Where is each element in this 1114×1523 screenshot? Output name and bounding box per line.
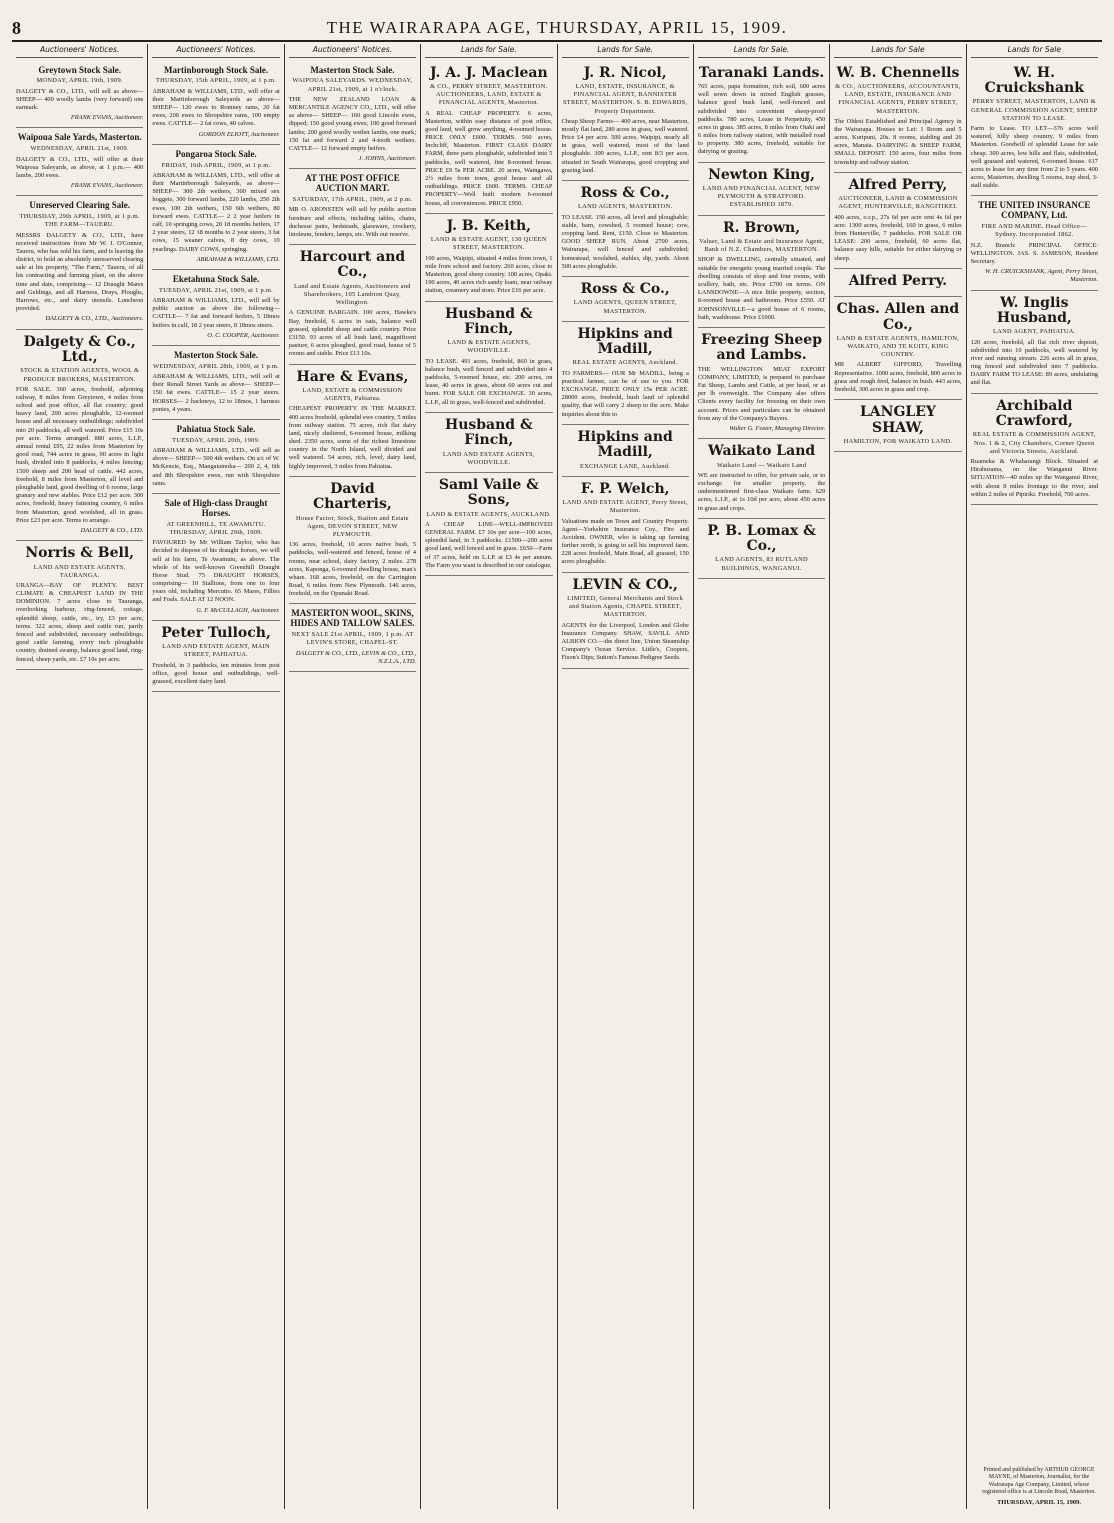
ad-title: Hipkins and Madill,	[577, 428, 673, 461]
advertisement	[698, 163, 825, 216]
column-5	[558, 44, 694, 1509]
ad-subtitle: Waikato Land — Waikato Land	[716, 461, 807, 469]
advertisement	[289, 61, 416, 170]
ad-subtitle: AUCTIONEER, LAND & COMMISSION AGENT, HUNTERVILLE, RANGITIKEI.	[838, 195, 958, 211]
ad-subtitle: REAL ESTATE & COMMISSION AGENT, Nos. 1 & 2, City Chambers, Corner Queen and Victoria Streets, Auckland.	[972, 431, 1096, 455]
ad-title: J. A. J. Maclean	[429, 64, 548, 81]
advertisement	[562, 477, 689, 573]
ad-subtitle: THURSDAY, 15th APRIL, 1909, at 1 p.m.	[155, 77, 277, 85]
ad-subtitle: AT GREENHILL, TE AWAMUTU. THURSDAY, APRIL 29th, 1909.	[166, 520, 266, 536]
ad-body: A REAL CHEAP PROPERTY. 6 acres, Masterton, within easy distance of post office, good land, well grow anything, 4-roomed house. PRICE ONLY £600. TERMS. 560 acres, Inchcliff, Masterton. FIRST CLASS DAIRY FARM, three parts ploughable, subdivided into 5 paddocks, well watered, fine 8-roomed house. PRICE £9 5s PER ACRE. 20 acres, Waingawa, 2½ miles from town, good house and all outbuildings. PRICE £600. TERMS. CHEAP PROPERTY—Well built modern 6-roomed house, all conveniences. PRICE £950.	[425, 109, 553, 207]
imprint	[980, 1467, 1098, 1507]
ad-subtitle: LAND & ESTATE AGENTS, WOODVILLE.	[447, 339, 531, 355]
column-6	[694, 44, 830, 1509]
ad-signature: DALGETY & CO., LTD.	[80, 526, 144, 534]
ad-signature: J. JOHNS, Auctioneer.	[358, 155, 417, 163]
ad-subtitle: LAND & ESTATE AGENT, 130 QUEEN STREET, MASTERTON.	[430, 236, 547, 252]
section-header: Auctioneers' Notices.	[152, 44, 279, 58]
columns-container	[12, 44, 1102, 1509]
ad-signature: ABRAHAM & WILLIAMS, LTD.	[196, 255, 280, 263]
ad-subtitle: TUESDAY, APRIL 21st, 1909, at 1 p.m.	[159, 286, 274, 294]
ad-subtitle: FRIDAY, 16th APRIL, 1909, at 1 p.m.	[161, 161, 271, 169]
ad-title: Peter Tulloch,	[161, 624, 271, 641]
advertisement	[425, 61, 552, 214]
ad-subtitle: LAND & ESTATE AGENTS, AUCKLAND.	[426, 510, 552, 518]
ad-body: A CHEAP LINE—WELL-IMPROVED GENERAL FARM. £7 10s per acre—100 acres, splendid land, in 3 paddocks. £1500—200 acres good land, well fenced and in grass. £650—Farm of 37 acres, held on L.I.P. at £3 4s per annum. The Farm you want is described in our catalogue.	[425, 520, 553, 569]
ad-body: Freehold, in 3 paddocks, ten minutes from post office, good house and outbuildings, well-grassed, excellent dairy land.	[152, 661, 280, 685]
advertisement	[971, 61, 1098, 197]
ad-title: Sale of High-class Draught Horses.	[164, 497, 268, 518]
section-header: Auctioneers' Notices.	[289, 44, 416, 58]
section-header: Lands for Sale.	[698, 44, 825, 58]
ad-subtitle: LAND AGENTS, MASTERTON.	[577, 203, 673, 211]
advertisement	[152, 346, 279, 420]
ad-body: TO FARMERS— OUR Mr MADILL, being a practical farmer, can be of use to you. FOR EXCHANGE. PRICE ONLY 15s PER ACRE. 28000 acres, freehold, bush land of splendid quality, that will carry 2 sheep to the acre. Make inquiries about this to	[561, 369, 689, 418]
ad-title: W. B. Chennells	[836, 64, 960, 81]
ad-subtitle: LAND, ESTATE & COMMISSION AGENTS, Pahiatua.	[302, 386, 403, 403]
ad-body: Farm to Lease. TO LET—376 acres well watered, hilly sheep country, 9 miles from Masterton. Goodwill of splendid Lease for sale cheap. 300 acres, low hills and flats, subdivided, well grassed and watered, 6-roomed house. 617 acres to lease for any time from 2 to 5 years. 400 acres, Masterton, dwelling 5 rooms, trap shed, 3-stall stable.	[970, 124, 1098, 190]
ad-subtitle: TUESDAY, APRIL 20th, 1909.	[172, 436, 260, 444]
ad-signature: DALGETY & CO., LTD., LEVIN & CO., LTD., N.Z.L.A., LTD.	[295, 649, 417, 665]
ad-subtitle: LAND AND ESTATE AGENT, Perry Street, Masterton.	[562, 499, 688, 515]
ad-subtitle: WAIPOUA SALEYARDS. WEDNESDAY, APRIL 21st, 1909, at 1 o'clock.	[292, 77, 413, 93]
ad-body: 120 acres, freehold, all flat rich river deposit, subdivided into 10 paddocks, well watered by river and running stream. 226 acres all in grass, ring fenced and subdivided into 7 paddocks. DAIRY FARM TO LEASE: 89 acres, undulating and flat.	[970, 338, 1098, 387]
ad-body: FOR SALE. 360 acres, freehold, adjoining railway, 8 miles from Greytown, 4 miles from school and post office, all flat country; good heavy land, 200 acres ploughable, 12-roomed house and all necessary outbuildings; subdivided into 20 paddocks, all well watered. Price £15 10s per acre. Terms arranged. 880 acres, L.I.P., annual rental £95, 22 miles from Masterton by good road, 744 acres in grass, 90 acres in light bush, divided into 8 paddocks, 4 miles fencing; 1500 sheep and 200 head of cattle. 442 acres, freehold, 8 miles from Masterton, all level and ploughable land, good dwelling of 6 rooms, large granary and new stables. Price £12 per acre. 300 acres, freehold, heavy fattening country, 6 miles from Masterton, good woolshed, all in grass. Price £23 per acre. Terms to arrange.	[16, 385, 144, 524]
advertisement	[16, 330, 143, 542]
advertisement	[16, 196, 143, 329]
ad-body: Cheap Sheep Farms— 400 acres, near Masterton, mostly flat land, 280 acres in grass, well watered. Price £4 per acre. 500 acres, Waipipi, nearly all in grass, well watered, most of the land ploughable. 300 acres, L.I.P., rent 8/3 per acre, situated in South Wairarapa, good cropping and grazing land.	[561, 117, 689, 174]
ad-body: ABRAHAM & WILLIAMS, LTD., will sell at their Renall Street Yards as above— SHEEP— 150 fat ewes. CATTLE— 15 2 year steers. HORSES— 2 hackneys, 12 to 18mos, 1 harness ponies, 4 years.	[152, 373, 280, 413]
ad-subtitle: & CO., AUCTIONEERS, ACCOUNTANTS, LAND, ESTATE, INSURANCE AND FINANCIAL AGENTS, PERRY STREET, MASTERTON.	[835, 82, 961, 115]
ad-subtitle: REAL ESTATE AGENTS, Auckland.	[572, 359, 678, 367]
advertisement	[425, 214, 552, 302]
ad-subtitle: LAND AGENTS, 83 RUTLAND BUILDINGS, WANGANUI.	[715, 556, 808, 572]
ad-title: MASTERTON WOOL, SKINS, HIDES AND TALLOW SALES.	[290, 608, 415, 629]
ad-body: FAVOURED by Mr William Taylor, who has decided to dispose of his draught horses, we will sell at his farm, Te Awamutu, as above. The whole of his well-known Greenhill Draught Horse Stud. 75 DRAUGHT HORSES, comprising— 10 Stallions, from one to four years old, including Mercutio. 65 Mares, Fillies and Foals. SALE AT 12 NOON.	[152, 539, 280, 604]
ad-body: Valuations made on Town and Country Property. Agent—Yorkshire Insurance Coy., Fire and Accident. OWNER, who is taking up farming further north, is going to sell his improved farm. 228 acres freehold, Main Road, all grassed, 150 acres ploughable.	[561, 517, 689, 566]
ad-title: Eketahuna Stock Sale.	[172, 273, 260, 284]
ad-subtitle: LAND AND ESTATE AGENTS, WOODVILLE.	[442, 450, 535, 466]
ad-title: Taranaki Lands.	[698, 64, 825, 81]
ad-body: TO LEASE. 150 acres, all level and ploughable; stable, barn, cowshed, 5 roomed house; cow, cropping land. Rent, £150. Close to Masterton. GOOD SHEEP RUN. About 2700 acres, Wairarapa, well fenced and subdivided; homestead, woolshed, stables, dip, yards. About 500 acres ploughable.	[561, 213, 689, 270]
ad-title: Greytown Stock Sale.	[38, 64, 121, 75]
advertisement	[562, 181, 689, 277]
advertisement	[698, 519, 825, 579]
ad-subtitle: House Factor, Stock, Station and Estate Agent, DEVON STREET, NEW PLYMOUTH.	[296, 514, 409, 538]
ad-subtitle: LAND AND ESTATE AGENT, MAIN STREET, PAHIATUA.	[162, 643, 270, 659]
advertisement	[152, 420, 279, 494]
advertisement	[698, 61, 825, 163]
ad-body: ABRAHAM & WILLIAMS, LTD., will offer at their Martinborough Saleyards, as above— SHEEP— 300 2th wethers, 300 mixed sex hoggets, 300 forward lambs, 220 lambs, 250 2th ewes, 100 2th wethers, 150 6th wethers, 80 forward ewes. CATTLE— 2 2 year heifers in calf, 10 springing cows, 20 18 months heifers, 17 2 year steers, 12 18 months to 2 year steers, 3 fat cows, 15 weaner calves, 8 dry cows, 10 yearlings. DAIRY COWS, springing.	[152, 171, 280, 253]
advertisement	[425, 473, 552, 576]
advertisement	[698, 439, 825, 519]
advertisement	[562, 61, 689, 181]
ad-title: Freezing Sheep and Lambs.	[701, 331, 822, 364]
section-header: Lands for Sale	[971, 44, 1098, 58]
advertisement	[971, 196, 1098, 290]
masthead	[12, 18, 1102, 42]
advertisement	[289, 604, 416, 672]
ad-signature: W. H. CRUICKSHANK, Agent, Perry Street, Masterton.	[984, 268, 1098, 284]
ad-title: David Charteris,	[313, 480, 392, 513]
ad-body: MR ALBERT GIFFORD, Travelling Representative. 1000 acres, freehold, 800 acres in grass and rough feed, balance in bush. 443 acres, freehold, 300 acres in grass and crop.	[834, 361, 962, 394]
ad-subtitle: LIMITED, General Merchants and Stock and Station Agents, CHAPEL STREET, MASTERTON.	[567, 595, 684, 619]
ad-signature: G. F. McCULLAGH, Auctioneer.	[196, 606, 280, 614]
ad-signature: FRANK EVANS, Auctioneer.	[70, 114, 144, 122]
ad-body: 400 acres, o.r.p., 27s 6d per acre rent 4s 6d per acre. 1300 acres, freehold, 160 in grass, 6 miles from Hunterville, 7 paddocks. FOR SALE OR LEASE: 200 acres, freehold, 60 acres flat, balance easy hills, suitable for either dairying or sheep.	[834, 213, 962, 262]
ad-title: Husband & Finch,	[444, 305, 533, 337]
ad-subtitle: LAND, ESTATE, INSURANCE, & FINANCIAL AGENT, BANNISTER STREET, MASTERTON. S. B. EDWARDS, Property Department.	[562, 82, 688, 115]
ad-subtitle: WEDNESDAY, APRIL 21st, 1909.	[30, 145, 129, 153]
advertisement	[289, 477, 416, 605]
advertisement	[289, 245, 416, 364]
advertisement	[425, 413, 552, 473]
ad-body: SHOP & DWELLING, centrally situated, and suitable for energetic young married couple. The dwelling consists of shop and four rooms, with scullery, bath, etc. Price £700 on terms. ON LANSDOWNE—A nice little property, section, 8-roomed house and bathroom. Price £550. AT JOHNSONVILLE—a good house of 6 rooms, bath, washhouse. Price £1000.	[697, 256, 826, 321]
ad-body: MESSRS DALGETY & CO., LTD., have received instructions from Mr W. J. O'Connor, Taueru, who has sold his farm, and is leaving the district, to hold an absolutely unreserved clearing sale at his property, "The Farm," Taueru, of all his contracting and farming plant, on the above time and date, comprising— 12 Draught Mares and Geldings, and all Harness, Drays, Ploughs, Harrows, etc., and dairy utensils. Luncheon provided.	[16, 231, 144, 313]
ad-subtitle: Land and Estate Agents, Auctioneers and Sharebrokers, 105 Lambton Quay, Wellington.	[294, 282, 411, 307]
ad-subtitle: LAND AGENTS, QUEEN STREET, MASTERTON.	[573, 299, 677, 315]
column-3	[285, 44, 421, 1509]
ad-subtitle: LAND AND ESTATE AGENTS, TAURANGA.	[33, 563, 126, 579]
ad-subtitle: SATURDAY, 17th APRIL, 1909, at 2 p.m.	[292, 196, 413, 204]
ad-body: ABRAHAM & WILLIAMS, LTD., will offer at their Martinborough Saleyards as above— SHEEP— 120 ewes to Romney rams, 20 fat ewes, 200 ewes to Shropshire rams, 100 empty ewes. CATTLE— 2 fat cows, 40 calves.	[152, 87, 280, 128]
ad-title: J. B. Keith,	[446, 217, 532, 234]
ad-body: WE are instructed to offer, for private sale, or to exchange for smaller property, the undermentioned first-class Waikato farm. 629 acres, L.I.P., at 1s 10d per acre, about 450 acres in grass and crops.	[697, 471, 826, 512]
ad-subtitle: & CO., PERRY STREET, MASTERTON. AUCTIONEERS, LAND, ESTATE & FINANCIAL AGENTS, Masterton.	[430, 82, 548, 107]
advertisement	[152, 621, 279, 692]
advertisement	[289, 169, 416, 245]
ad-body: THE WELLINGTON MEAT EXPORT COMPANY, LIMITED, is prepared to purchase Fat Sheep, Lambs and Cattle, at per head, or at per lb ownweight. The Company also offers Clients every facility for freezing on their own account. Prices and particulars can be obtained from any of the Company's Buyers.	[697, 365, 826, 422]
ad-signature: FRANK EVANS, Auctioneer.	[70, 182, 144, 190]
advertisement	[425, 302, 552, 413]
ad-title: Masterton Stock Sale.	[310, 64, 395, 75]
section-header: Auctioneers' Notices.	[16, 44, 143, 58]
ad-title: Hare & Evans,	[296, 368, 409, 385]
ad-body: N.Z. Branch: PRINCIPAL OFFICE: WELLINGTON. JAS. S. JAMESON, Resident Secretary.	[970, 241, 1098, 265]
ad-body: The Oldest Established and Principal Agency in the Wairarapa. Houses to Let: 1 Room and 5 acres, Kuripuni, 20s. 8 rooms, stabling and 26 acres, Manaia. DAIRYING & SHEEP FARM, SMALL DEPOSIT. 150 acres, four miles from township and railway station.	[834, 117, 962, 166]
ad-body: AGENTS for the Liverpool, London and Globe Insurance Company. SHAW, SAVILL AND ALBION CO.—the direct line, Union Steamship Company's Ocean Service. Little's, Coopers, Fison's Dips; Sutton's Famous Pedigree Seeds.	[561, 621, 689, 662]
ad-title: LANGLEY SHAW,	[859, 404, 936, 436]
ad-title: Saml Vaile & Sons,	[438, 476, 539, 509]
advertisement	[698, 328, 825, 439]
ad-title: P. B. Lomax & Co.,	[707, 522, 816, 555]
advertisement	[562, 425, 689, 477]
ad-title: W. H. Cruickshank	[984, 64, 1084, 96]
ad-body: ABRAHAM & WILLIAMS, LTD., will sell by public auction as above the following— CATTLE— 7 fat and forward heifers, 5 18mos heifers in calf, 18 2 year steers, 8 18mos steers.	[152, 297, 280, 329]
advertisement	[834, 400, 961, 452]
ad-title: Archibald Crawford,	[995, 397, 1073, 430]
advertisement	[289, 365, 416, 477]
ad-subtitle: EXCHANGE LANE, Auckland.	[580, 462, 671, 470]
advertisement	[16, 61, 143, 129]
page-title: THE WAIRARAPA AGE, THURSDAY, APRIL 15, 1909.	[326, 18, 788, 37]
ad-title: LEVIN & CO.,	[572, 576, 678, 593]
column-7	[830, 44, 966, 1509]
column-4	[421, 44, 557, 1509]
column-1	[12, 44, 148, 1509]
advertisement	[152, 494, 279, 621]
advertisement	[562, 322, 689, 425]
ad-subtitle: WEDNESDAY, APRIL 28th, 1909, at 1 p.m.	[153, 362, 280, 370]
advertisement	[152, 270, 279, 346]
ad-title: Pongaroa Stock Sale.	[175, 148, 257, 159]
section-header: Lands for Sale.	[562, 44, 689, 58]
section-header: Lands for Sale	[834, 44, 961, 58]
ad-body: 136 acres, freehold, 10 acres native bush, 5 paddocks, well-watered and fenced, house of 4 rooms, near school, dairy factory, 2 miles. 278 acres, Kaponga, 6-roomed dwelling house, man's whare. 168 acres, freehold, on the Carrington Road, 6 miles from New Plymouth. 146 acres, freehold, on the Opunaki Road.	[288, 541, 417, 598]
ad-body: DALGETY & CO., LTD., will sell as above— SHEEP— 400 woolly lambs (very forward) one earmark.	[16, 87, 144, 112]
advertisement	[16, 541, 143, 670]
ad-title: Ross & Co.,	[580, 280, 670, 297]
ad-body: URANGA—BAY OF PLENTY. BEST CLIMATE & CHEAPEST LAND IN THE DOMINION. 7 acres close to Tauranga, overlooking harbour, ring-fenced, cottage, splendid sheep, cattle, etc., try, £3 per acre, terms. 322 acres, sheep and cattle run, partly fenced and subdivided, necessary outbuildings, good cattle farming, every inch ploughable country, drained swamp, balance good land, ring-fenced, sheep yards, etc. £7 10s per acre.	[16, 581, 144, 663]
ad-title: R. Brown,	[723, 219, 801, 236]
ad-title: Martinborough Stock Sale.	[164, 64, 269, 75]
ad-body: A GENUINE BARGAIN. 100 acres, Hawke's Bay, freehold, 6 acres in oats, balance well grassed, splendid sheep and cattle country. Price £3150. 93 acres of all bush land, magnificent pasture, 6 acres ploughed, good road, house of 5 rooms and stable. Price £13 10s.	[288, 309, 417, 358]
advertisement	[698, 216, 825, 328]
ad-subtitle: THURSDAY, 29th APRIL, 1909, at 1 p.m. THE FARM—TAUERU.	[19, 213, 140, 229]
ad-signature: DALGETY & CO., LTD., Auctioneers.	[45, 315, 144, 323]
ad-signature: O. C. COOPER, Auctioneer.	[207, 331, 280, 339]
advertisement	[562, 573, 689, 669]
ad-body: 100 acres, Waipipi, situated 4 miles from town, 1 mile from school and factory. 260 acres, close to Masterton, good sheep country. 100 acres, Opaki. 190 acres, 40 acres rich sandy loam, near railway station, creamery and store. Price £16 per acre.	[425, 254, 553, 295]
imprint-text: Printed and published by ARTHUR GEORGE MAYNE, of Masterton, Journalist, for the Wairarapa Age Company, Limited, whose registered office is at Lincoln Road, Masterton.	[982, 1466, 1096, 1496]
ad-subtitle: NEXT SALE 21st APRIL, 1909, 1 p.m. AT LEVIN'S STORE, CHAPEL-ST.	[291, 631, 414, 647]
column-2	[148, 44, 284, 1509]
section-header: Lands for Sale.	[425, 44, 552, 58]
ad-title: Pahiatua Stock Sale.	[176, 423, 256, 434]
advertisement	[971, 394, 1098, 505]
ad-subtitle: HAMILTON, FOR WAIKATO LAND.	[843, 438, 953, 446]
advertisement	[834, 269, 961, 297]
ad-title: AT THE POST OFFICE AUCTION MART.	[305, 173, 400, 194]
ad-title: Alfred Perry,	[848, 176, 948, 193]
ad-body: 765 acres, papa formation, rich soil, 600 acres well sown down in mixed English grasses, balance good bush land, well-fenced and subdivided into convenient sheep-proof paddocks. 780 acres, Lease in Perpetuity, 450 acres in grass. 385 acres, 8 miles from Otaki and 6 miles from railway station, with metalled road to property. 380 acres, freehold, suitable for dairying or grazing.	[697, 82, 826, 156]
ad-title: Dalgety & Co., Ltd.,	[23, 333, 136, 365]
ad-subtitle: LAND AND FINANCIAL AGENT, NEW PLYMOUTH & STRATFORD. ESTABLISHED 1879.	[702, 185, 821, 209]
ad-title: Hipkins and Madill,	[577, 325, 673, 358]
ad-title: Husband & Finch,	[444, 416, 533, 449]
ad-title: THE UNITED INSURANCE COMPANY, Ltd.	[978, 200, 1091, 221]
ad-subtitle: FIRE AND MARINE. Head Office—Sydney. Incorporated 1862.	[981, 223, 1087, 239]
ad-title: Newton King,	[708, 166, 816, 183]
ad-subtitle: STOCK & STATION AGENTS, WOOL & PRODUCE BROKERS, MASTERTON.	[20, 367, 140, 383]
imprint-date: THURSDAY, APRIL 15, 1909.	[996, 1498, 1082, 1506]
ad-title: Harcourt and Co.,	[299, 249, 406, 281]
ad-title: Unreserved Clearing Sale.	[29, 200, 130, 211]
ad-body: DALGETY & CO., LTD., will offer at their Waipoua Saleyards, as above, at 1 p.m.— 400 lambs, 200 ewes.	[16, 155, 144, 179]
column-8	[967, 44, 1102, 1509]
ad-title: F. P. Welch,	[580, 480, 670, 497]
ad-subtitle: Valuer, Land & Estate and Insurance Agent, Bank of N.Z. Chambers, MASTERTON.	[699, 238, 824, 254]
advertisement	[834, 173, 961, 269]
ad-title: Waikato Land	[707, 443, 816, 460]
ad-title: Ross & Co.,	[580, 185, 670, 202]
ad-title: J. R. Nicol,	[583, 64, 667, 81]
ad-body: ABRAHAM & WILLIAMS, LTD., will sell as above— SHEEP— 500 4th wethers. On a/c of W. McKenzie, Esq., Mangatainoka— 200 2, 4, 6th and 8th Shropshire ewes, run with Shropshire rams.	[152, 447, 280, 487]
ad-title: W. Inglis Husband,	[996, 294, 1072, 326]
ad-body: CHEAPEST PROPERTY IN THE MARKET. 400 acres freehold, splendid ewe country, 5 miles from railway station. 75 acres, rich flat dairy land, nicely sheltered, 6-roomed house, milking shed. 2350 acres, some of the richest limestone country in the North Island, well divided and well watered. 54 acres, rich, level, dairy land, highly improved, 3 miles from Pahiatua.	[288, 405, 417, 470]
advertisement	[562, 277, 689, 322]
advertisement	[152, 145, 279, 270]
advertisement	[834, 61, 961, 173]
ad-body: Ruameka & Whaharangi Block. Situated at Hirahurama, on the Wanganui River. SITUATION—40 miles up the Wanganui River, with about 8 miles frontage to the river, and within 2 miles of Pipiriki. Freehold, 700 acres.	[970, 457, 1098, 498]
ad-signature: Walter G. Foster, Managing Director.	[729, 424, 826, 432]
ad-subtitle: LAND AGENT, PAHIATUA.	[992, 328, 1076, 336]
ad-body: THE NEW ZEALAND LOAN & MERCANTILE AGENCY CO., LTD., will offer as above— SHEEP— 160 good Lincoln ewes, dipped; 150 good young ewes; 100 good forward lambs; 200 good woolly wether lambs, one mark; 150 fat and forward 2 and 4-tooth wethers. CATTLE— 12 forward empty heifers.	[288, 95, 417, 152]
ad-body: TO LEASE. 491 acres, freehold, 860 in grass, balance bush, well fenced and subdivided into 4 paddocks, 5-roomed house, etc. 200 acres, on lease, 40 acres in grass, about 60 acres cut and burnt. FOR SALE OR EXCHANGE. 30 acres, L.I.P., all in grass, well-fenced and subdivided.	[425, 357, 553, 406]
ad-subtitle: PERRY STREET, MASTERTON, LAND & GENERAL COMMISSION AGENT, SHEEP STATION TO LEASE.	[971, 98, 1098, 122]
ad-title: Waipoua Sale Yards, Masterton.	[17, 132, 142, 143]
advertisement	[971, 291, 1098, 394]
ad-subtitle: MONDAY, APRIL 19th, 1909.	[36, 77, 123, 85]
ad-title: Alfred Perry.	[848, 272, 948, 289]
advertisement	[152, 61, 279, 145]
ad-title: Chas. Allen and Co.,	[836, 301, 960, 333]
ad-subtitle: LAND & ESTATE AGENTS, HAMILTON, WAIKATO, AND TE KUITI, KING COUNTRY.	[836, 334, 960, 359]
advertisement	[16, 128, 143, 196]
ad-body: MR O. ARONSTEN will sell by public auction furniture and effects, including tables, chairs, duchesse pairs, bedsteads, glassware, crockery, linoleum, fenders, lamps, etc. With out reserve.	[288, 206, 417, 238]
ad-title: Norris & Bell,	[25, 545, 135, 562]
ad-signature: GORDON ELIOTT, Auctioneer.	[198, 130, 280, 138]
page-number: 8	[12, 18, 21, 38]
advertisement	[834, 297, 961, 400]
ad-title: Masterton Stock Sale.	[173, 349, 259, 360]
